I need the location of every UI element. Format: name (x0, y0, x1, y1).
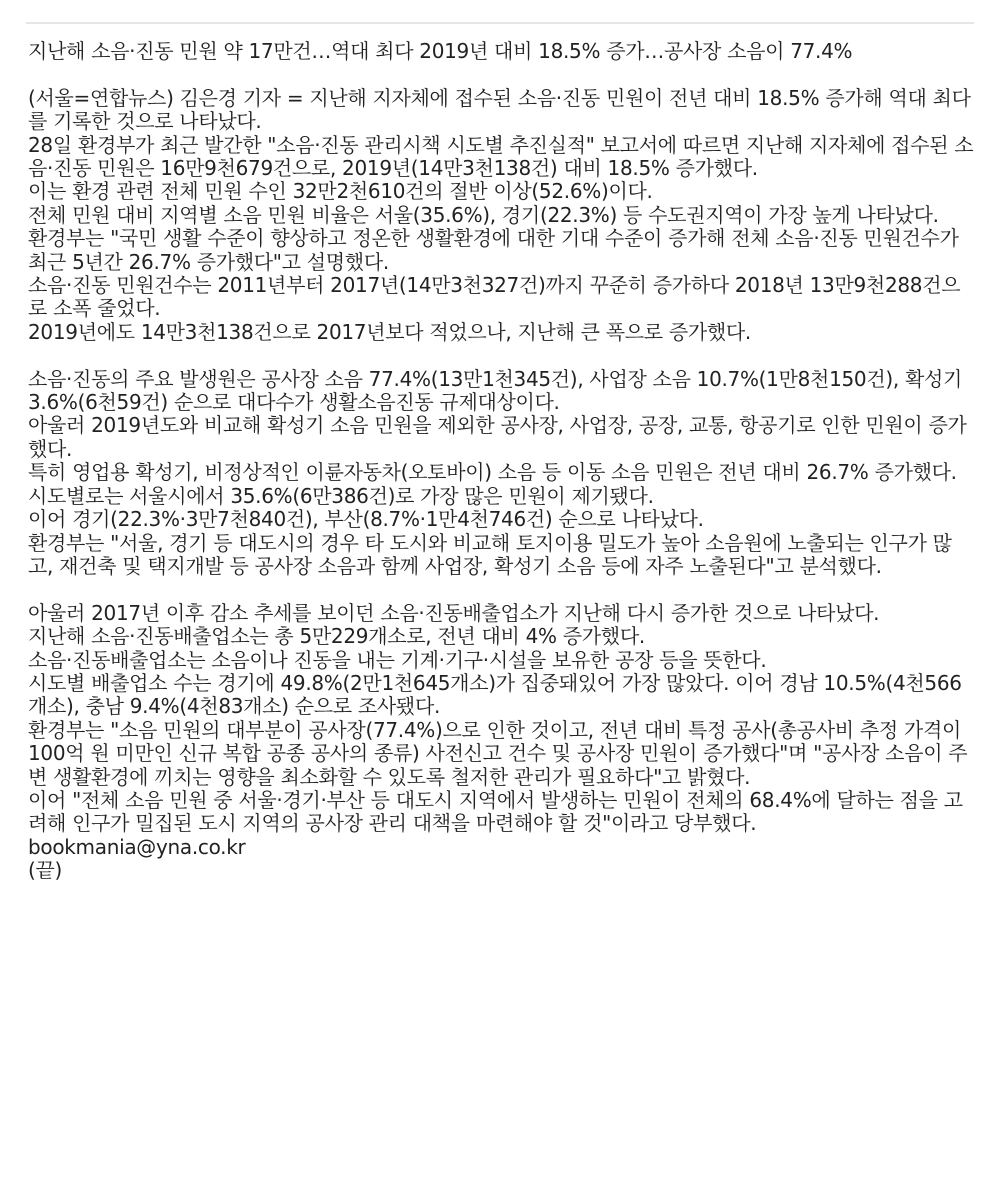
top-divider (26, 22, 974, 24)
paragraph: 이어 경기(22.3%·3만7천840건), 부산(8.7%·1만4천746건) 순으로 나타났다. (28, 507, 704, 532)
paragraph: 시도별로는 서울시에서 35.6%(6만386건)로 가장 많은 민원이 제기됐다. (28, 483, 654, 508)
paragraph: 환경부는 "소음 민원의 대부분이 공사장(77.4%)으로 인한 것이고, 전년 대비 특정 공사(총공사비 추정 가격이 100억 원 미만인 신규 복합 공종 공사의 종류) 사전신고 건수 및 공사장 민원이 증가했다"며 "공사장 소음이 주변 생활환경에 끼치는 영향을 최소화할 수 있도록 철저한 관리가 필요하다"고 밝혔다. (28, 717, 968, 789)
article-body (28, 40, 974, 883)
headline: 지난해 소음·진동 민원 약 17만건…역대 최다 2019년 대비 18.5% 증가…공사장 소음이 77.4% (28, 39, 853, 63)
paragraph-gap (28, 344, 974, 367)
paragraph: 소음·진동배출업소는 소음이나 진동을 내는 기계·기구·시설을 보유한 공장 등을 뜻한다. (28, 647, 767, 672)
paragraph: 아울러 2017년 이후 감소 추세를 보이던 소음·진동배출업소가 지난해 다시 증가한 것으로 나타났다. (28, 600, 880, 625)
paragraph-gap (28, 578, 974, 601)
paragraph: 지난해 소음·진동배출업소는 총 5만229개소로, 전년 대비 4% 증가했다. (28, 624, 645, 649)
paragraph: 전체 민원 대비 지역별 소음 민원 비율은 서울(35.6%), 경기(22.3%) 등 수도권지역이 가장 높게 나타났다. (28, 202, 939, 227)
paragraph: 아울러 2019년도와 비교해 확성기 소음 민원을 제외한 공사장, 사업장, 공장, 교통, 항공기로 인한 민원이 증가했다. (28, 413, 967, 461)
paragraph: 환경부는 "국민 생활 수준이 향상하고 정온한 생활환경에 대한 기대 수준이 증가해 전체 소음·진동 민원건수가 최근 5년간 26.7% 증가했다"고 설명했다. (28, 226, 959, 274)
paragraph: 환경부는 "서울, 경기 등 대도시의 경우 타 도시와 비교해 토지이용 밀도가 높아 소음원에 노출되는 인구가 많고, 재건축 및 택지개발 등 공사장 소음과 함께 사업장, 확성기 소음 등에 자주 노출된다"고 분석했다. (28, 530, 952, 578)
paragraph: 시도별 배출업소 수는 경기에 49.8%(2만1천645개소)가 집중돼있어 가장 많았다. 이어 경남 10.5%(4천566개소), 충남 9.4%(4천83개소) 순으로 조사됐다. (28, 670, 962, 719)
paragraph: 2019년에도 14만3천138건으로 2017년보다 적었으나, 지난해 큰 폭으로 증가했다. (28, 319, 751, 344)
paragraph: 이어 "전체 소음 민원 중 서울·경기·부산 등 대도시 지역에서 발생하는 민원이 전체의 68.4%에 달하는 점을 고려해 인구가 밀집된 도시 지역의 공사장 관리 대책을 마련해야 할 것"이라고 당부했다. (28, 787, 963, 836)
paragraph: 소음·진동 민원건수는 2011년부터 2017년(14만3천327건)까지 꾸준히 증가하다 2018년 13만9천288건으로 소폭 줄었다. (28, 273, 961, 321)
reporter-email: bookmania@yna.co.kr (28, 834, 246, 859)
paragraph: 소음·진동의 주요 발생원은 공사장 소음 77.4%(13만1천345건), 사업장 소음 10.7%(1만8천150건), 확성기 3.6%(6천59건) 순으로 대다수가 생활소음진동 규제대상이다. (28, 366, 963, 415)
paragraph: 28일 환경부가 최근 발간한 "소음·진동 관리시책 시도별 추진실적" 보고서에 따르면 지난해 지자체에 접수된 소음·진동 민원은 16만9천679건으로, 2019년(14만3천138건) 대비 18.5% 증가했다. (28, 132, 974, 181)
paragraph: (서울=연합뉴스) 김은경 기자 = 지난해 지자체에 접수된 소음·진동 민원이 전년 대비 18.5% 증가해 역대 최다를 기록한 것으로 나타났다. (28, 85, 971, 134)
paragraph: 특히 영업용 확성기, 비정상적인 이륜자동차(오토바이) 소음 등 이동 소음 민원은 전년 대비 26.7% 증가했다. (28, 460, 957, 485)
paragraph: 이는 환경 관련 전체 민원 수인 32만2천610건의 절반 이상(52.6%)이다. (28, 179, 653, 204)
article-end-mark: (끝) (28, 858, 63, 883)
paragraph-gap (28, 63, 974, 86)
